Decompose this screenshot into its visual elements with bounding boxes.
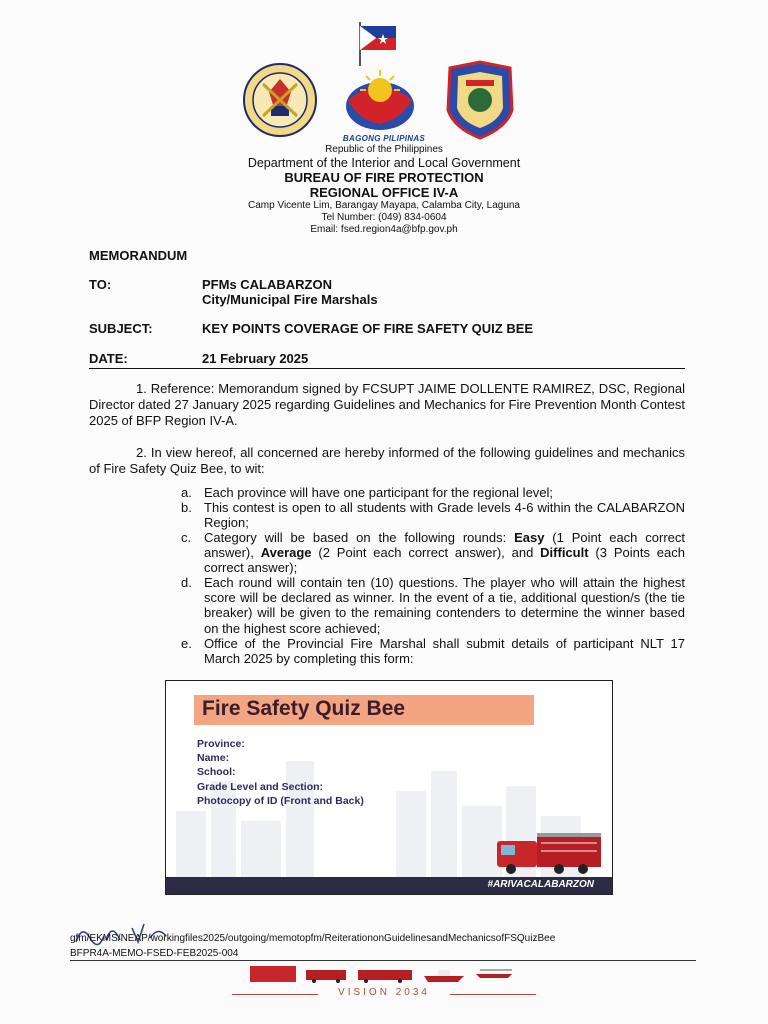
photocopy-field-label: Photocopy of ID (Front and Back) (197, 795, 364, 807)
footer-divider (70, 960, 696, 961)
form-title: Fire Safety Quiz Bee (202, 697, 406, 720)
list-item-b: b. This contest is open to all students with Grade levels 4-6 within the CALABARZON Region; (181, 500, 685, 531)
vision-line-right (450, 994, 536, 995)
regional-badge-logo (440, 60, 520, 142)
bfp-seal-logo (233, 62, 333, 142)
tel-label: Tel Number: (049) 834-0604 (321, 212, 447, 223)
office-label: REGIONAL OFFICE IV-A (309, 185, 459, 200)
date-divider (89, 368, 685, 369)
form-title-banner (194, 695, 534, 725)
memorandum-heading: MEMORANDUM (89, 248, 188, 263)
file-path-text: gfm/EKMS/NEAP/workingfiles2025/outgoing/memotopfm/ReiterationonGuidelinesandMechanicsofFSQuizBee (70, 933, 556, 944)
fleet-icons-strip (250, 962, 520, 984)
address-label: Camp Vicente Lim, Barangay Mayapa, Calamba City, Laguna (248, 200, 520, 211)
republic-label: Republic of the Philippines (325, 144, 443, 155)
list-item-c: c. Category will be based on the following rounds: Easy (1 Point each correct answer), Average (2 Point each correct answer), and Difficult (3 Points each correct answer); (181, 530, 685, 576)
subject-label: SUBJECT: (89, 321, 153, 336)
province-field-label: Province: (197, 738, 245, 750)
memo-reference-code: BFPR4A-MEMO-FSED-FEB2025-004 (70, 948, 239, 959)
list-item-a: a. Each province will have one participant for the regional level; (181, 485, 554, 500)
to-label: TO: (89, 277, 112, 292)
bureau-label: BUREAU OF FIRE PROTECTION (284, 170, 484, 185)
to-line2: City/Municipal Fire Marshals (202, 292, 378, 307)
bagong-pilipinas-label: BAGONG PILIPINAS (342, 134, 426, 143)
grade-field-label: Grade Level and Section: (197, 781, 324, 793)
name-field-label: Name: (197, 752, 230, 764)
vision-2034-label: VISION 2034 (338, 987, 430, 998)
paragraph-2: 2. In view hereof, all concerned are hereby informed of the following guidelines and mechanics of Fire Safety Quiz Bee, to wit: (89, 445, 685, 476)
paragraph-1: 1. Reference: Memorandum signed by FCSUPT JAIME DOLLENTE RAMIREZ, DSC, Regional Director dated 27 January 2025 regarding Guidelines and Mechanics for Fire Prevention Month Contest 2025 of BFP Region IV-A. (89, 381, 685, 428)
school-field-label: School: (197, 766, 236, 778)
list-item-e: e. Office of the Provincial Fire Marshal shall submit details of participant NLT 17 March 2025 by completing this form: (181, 636, 685, 667)
form-footer-bar (166, 877, 612, 894)
to-line1: PFMs CALABARZON (202, 277, 332, 292)
date-value: 21 February 2025 (202, 351, 309, 366)
department-label: Department of the Interior and Local Government (247, 156, 521, 170)
hashtag-label: #ARIVACALABARZON (487, 879, 594, 890)
bagong-pilipinas-flag-logo (340, 20, 420, 138)
date-label: DATE: (89, 351, 128, 366)
fire-truck-icon (491, 831, 606, 875)
quiz-bee-form-card (165, 680, 613, 895)
subject-value: KEY POINTS COVERAGE OF FIRE SAFETY QUIZ BEE (202, 321, 534, 336)
list-item-d: d. Each round will contain ten (10) questions. The player who will attain the highest score will be declared as winner. In the event of a tie, additional question/s (the tie breaker) will be given to the remaining contenders to determine the winner based on the highest score achieved; (181, 575, 685, 636)
email-label: Email: fsed.region4a@bfp.gov.ph (310, 224, 458, 235)
